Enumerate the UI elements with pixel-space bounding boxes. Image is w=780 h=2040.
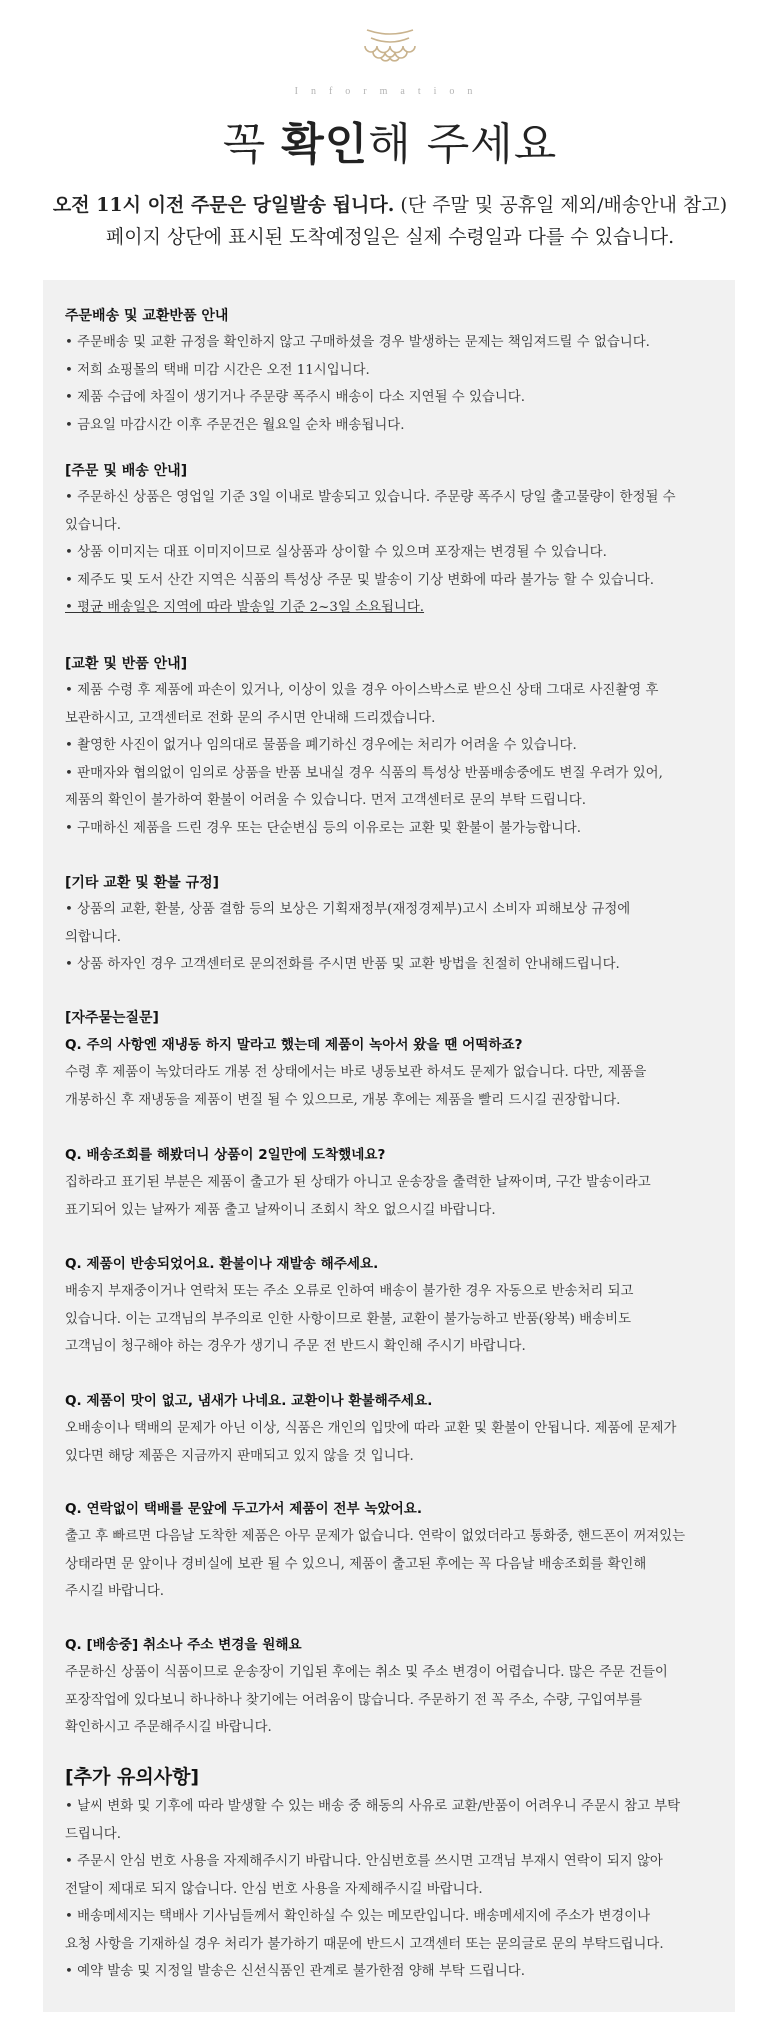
faq-question: Q. [배송중] 취소나 주소 변경을 원해요 xyxy=(65,1637,302,1653)
faq-question: Q. 주의 사항엔 재냉동 하지 말라고 했는데 제품이 녹아서 왔을 땐 어떡하죠? xyxy=(65,1037,523,1053)
section-line: 전달이 제대로 되지 않습니다. 안심 번호 사용을 자제해주시길 바랍니다. xyxy=(65,1881,483,1897)
section-line: • 날씨 변화 및 기후에 따라 발생할 수 있는 배송 중 해동의 사유로 교환/반품이 어려우니 주문시 참고 부탁 xyxy=(65,1799,681,1814)
faq-item xyxy=(65,1250,735,1361)
brand-logo-icon xyxy=(361,24,419,66)
section-exchange-return xyxy=(65,651,735,842)
lead-rest: (단 주말 및 공휴일 제외/배송안내 참고) xyxy=(394,194,728,216)
faq-answer-line: 출고 후 빠르면 다음날 도착한 제품은 아무 문제가 없습니다. 연락이 없었더라고 통화중, 핸드폰이 꺼져있는 xyxy=(65,1529,686,1544)
section-line: • 배송메세지는 택배사 기사님들께서 확인하실 수 있는 메모란입니다. 배송메세지에 주소가 변경이나 xyxy=(65,1909,651,1924)
faq-question: Q. 연락없이 택배를 문앞에 두고가서 제품이 전부 녹았어요. xyxy=(65,1501,423,1517)
title-part-bold: 확인 xyxy=(281,119,369,170)
faq-answer-line: 집하라고 표기된 부분은 제품이 출고가 된 상태가 아니고 운송장을 출력한 날짜이며, 구간 발송이라고 xyxy=(65,1175,651,1190)
section-line: • 상품 이미지는 대표 이미지이므로 실상품과 상이할 수 있으며 포장재는 변경될 수 있습니다. xyxy=(65,545,607,560)
faq-item xyxy=(65,1495,735,1606)
faq-item xyxy=(65,1631,735,1742)
faq-answer-line: 있다면 해당 제품은 지금까지 판매되고 있지 않을 것 입니다. xyxy=(65,1448,414,1464)
section-heading: [교환 및 반품 안내] xyxy=(65,656,188,672)
section-line: • 저희 쇼핑몰의 택배 미감 시간은 오전 11시입니다. xyxy=(65,362,370,378)
section-line: • 제품 수령 후 제품에 파손이 있거나, 이상이 있을 경우 아이스박스로 받으신 상태 그대로 사진촬영 후 xyxy=(65,683,659,698)
faq-answer-line: 개봉하신 후 재냉동을 제품이 변질 될 수 있으므로, 개봉 후에는 제품을 빨리 드시길 권장합니다. xyxy=(65,1092,621,1108)
faq-item xyxy=(65,1387,735,1470)
faq-answer-line: 포장작업에 있다보니 하나하나 찾기에는 어려움이 많습니다. 주문하기 전 꼭 주소, 수량, 구입여부를 xyxy=(65,1692,643,1708)
faq-question: Q. 제품이 맛이 없고, 냄새가 나네요. 교환이나 환불해주세요. xyxy=(65,1393,433,1409)
faq-item xyxy=(65,1141,735,1224)
lead-bold: 오전 11시 이전 주문은 당일발송 됩니다. xyxy=(52,194,395,216)
section-line: 제품의 확인이 불가하여 환불이 어려울 수 있습니다. 먼저 고객센터로 문의 부탁 드립니다. xyxy=(65,793,587,808)
section-line: 의합니다. xyxy=(65,929,121,945)
faq-answer-line: 상태라면 문 앞이나 경비실에 보관 될 수 있으니, 제품이 출고된 후에는 꼭 다음날 배송조회를 확인해 xyxy=(65,1556,647,1572)
section-heading: [기타 교환 및 환불 규정] xyxy=(65,875,220,891)
section-order-shipping-guide xyxy=(65,458,735,622)
title-part-light: 꼭 xyxy=(222,119,282,170)
faq-answer-line: 있습니다. 이는 고객님의 부주의로 인한 사항이므로 환불, 교환이 불가능하고 반품(왕복) 배송비도 xyxy=(65,1311,632,1327)
section-line: • 촬영한 사진이 없거나 임의대로 물품을 폐기하신 경우에는 처리가 어려울 수 있습니다. xyxy=(65,738,577,753)
faq-answer-line: 수령 후 제품이 녹았더라도 개봉 전 상태에서는 바로 냉동보관 하셔도 문제가 없습니다. 다만, 제품을 xyxy=(65,1065,647,1080)
faq-answer-line: 주시길 바랍니다. xyxy=(65,1584,165,1599)
section-line: 있습니다. xyxy=(65,517,121,533)
section-line: • 금요일 마감시간 이후 주문건은 월요일 순차 배송됩니다. xyxy=(65,417,405,433)
title-part-rest: 해 주세요 xyxy=(368,119,558,170)
section-other-refund-rules xyxy=(65,870,735,979)
section-line: • 제품 수급에 차질이 생기거나 주문량 폭주시 배송이 다소 지연될 수 있습니다. xyxy=(65,390,525,405)
section-line: • 주문시 안심 번호 사용을 자제해주시기 바랍니다. 안심번호를 쓰시면 고객님 부재시 연락이 되지 않아 xyxy=(65,1854,663,1869)
section-line: • 제주도 및 도서 산간 지역은 식품의 특성상 주문 및 발송이 기상 변화에 따라 불가능 할 수 있습니다. xyxy=(65,572,654,588)
section-line: 요청 사항을 기재하실 경우 처리가 불가하기 때문에 반드시 고객센터 또는 문의글로 문의 부탁드립니다. xyxy=(65,1936,664,1952)
section-order-delivery xyxy=(65,303,735,439)
section-line: 드립니다. xyxy=(65,1826,121,1842)
faq-answer-line: 고객님이 청구해야 하는 경우가 생기니 주문 전 반드시 확인해 주시기 바랍니다. xyxy=(65,1339,526,1354)
faq-answer-line: 주문하신 상품이 식품이므로 운송장이 기입된 후에는 취소 및 주소 변경이 어렵습니다. 많은 주문 건들이 xyxy=(65,1665,668,1680)
page-title xyxy=(0,108,780,172)
section-line: • 주문배송 및 교환 규정을 확인하지 않고 구매하셨을 경우 발생하는 문제는 책임져드릴 수 없습니다. xyxy=(65,335,650,350)
faq-answer-line: 오배송이나 택배의 문제가 아닌 이상, 식품은 개인의 입맛에 따라 교환 및 환불이 안됩니다. 제품에 문제가 xyxy=(65,1421,677,1436)
faq-answer-line: 확인하시고 주문해주시길 바랍니다. xyxy=(65,1720,272,1735)
section-heading: [자주묻는질문] xyxy=(65,1010,159,1026)
faq-answer-line: 표기되어 있는 날짜가 제품 출고 날짜이니 조회시 착오 없으시길 바랍니다. xyxy=(65,1202,496,1218)
section-heading: [주문 및 배송 안내] xyxy=(65,463,188,479)
section-line: • 판매자와 협의없이 임의로 상품을 반품 보내실 경우 식품의 특성상 반품배송중에도 변질 우려가 있어, xyxy=(65,765,663,781)
lead-line-1 xyxy=(0,190,780,217)
section-line: • 구매하신 제품을 드린 경우 또는 단순변심 등의 이유로는 교환 및 환불이 불가능합니다. xyxy=(65,820,581,836)
section-heading: 주문배송 및 교환반품 안내 xyxy=(65,308,229,324)
faq-question: Q. 배송조회를 해봤더니 상품이 2일만에 도착했네요? xyxy=(65,1147,386,1163)
information-label: Information xyxy=(294,86,486,97)
lead-line-2: 페이지 상단에 표시된 도착예정일은 실제 수령일과 다를 수 있습니다. xyxy=(105,226,675,248)
section-line: • 주문하신 상품은 영업일 기준 3일 이내로 발송되고 있습니다. 주문량 폭주시 당일 출고물량이 한정될 수 xyxy=(65,490,676,505)
section-heading: [추가 유의사항] xyxy=(65,1766,200,1788)
faq-answer-line: 배송지 부재중이거나 연락처 또는 주소 오류로 인하여 배송이 불가한 경우 자동으로 반송처리 되고 xyxy=(65,1284,634,1299)
section-line: • 상품의 교환, 환불, 상품 결함 등의 보상은 기획재정부(재정경제부)고시 소비자 피해보상 규정에 xyxy=(65,902,631,917)
section-line: • 예약 발송 및 지정일 발송은 신선식품인 관계로 불가한점 양해 부탁 드립니다. xyxy=(65,1964,525,1979)
section-line: 보관하시고, 고객센터로 전화 문의 주시면 안내해 드리겠습니다. xyxy=(65,710,436,726)
section-line: • 상품 하자인 경우 고객센터로 문의전화를 주시면 반품 및 교환 방법을 친절히 안내해드립니다. xyxy=(65,957,620,972)
section-additional-notes xyxy=(65,1761,735,1986)
faq-question: Q. 제품이 반송되었어요. 환불이나 재발송 해주세요. xyxy=(65,1256,379,1272)
section-faq xyxy=(65,1005,735,1114)
section-line-underlined: • 평균 배송일은 지역에 따라 발송일 기준 2~3일 소요됩니다. xyxy=(65,600,425,615)
